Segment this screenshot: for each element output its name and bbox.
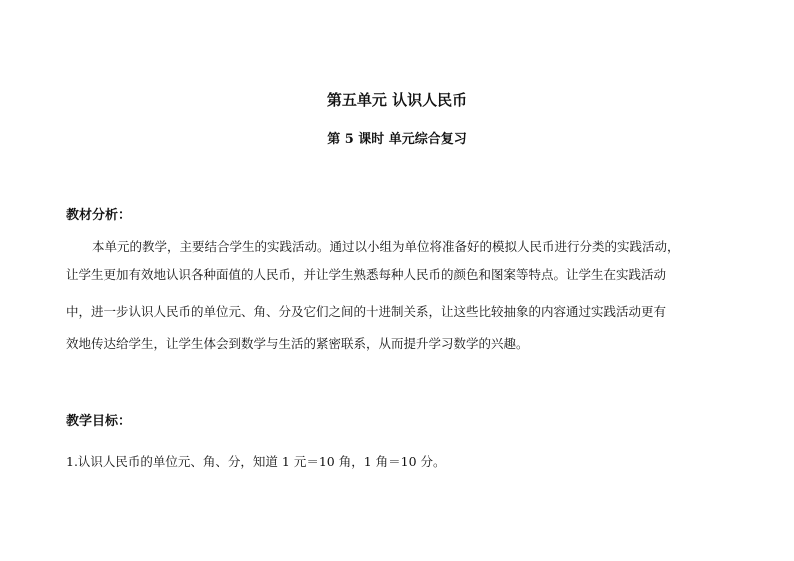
goal-item-1: 1.认识人民币的单位元、角、分，知道 1 元＝10 角，1 角＝10 分。 xyxy=(66,454,446,469)
section-heading-analysis: 教材分析： xyxy=(66,208,132,223)
analysis-line-1: 本单元的教学，主要结合学生的实践活动。通过以小组为单位将准备好的模拟人民币进行分类的实践活动， xyxy=(92,239,680,254)
document-title: 第五单元 认识人民币 xyxy=(326,91,468,109)
analysis-line-4: 效地传达给学生，让学生体会到数学与生活的紧密联系，从而提升学习数学的兴趣。 xyxy=(66,336,529,351)
analysis-line-2: 让学生更加有效地认识各种面值的人民币，并让学生熟悉每种人民币的颜色和图案等特点。让学生在实践活动 xyxy=(66,267,667,282)
document-subtitle: 第 5 课时 单元综合复习 xyxy=(327,132,467,147)
analysis-line-3: 中，进一步认识人民币的单位元、角、分及它们之间的十进制关系，让这些比较抽象的内容通过实践活动更有 xyxy=(66,304,667,319)
section-heading-goals: 教学目标： xyxy=(66,414,132,429)
